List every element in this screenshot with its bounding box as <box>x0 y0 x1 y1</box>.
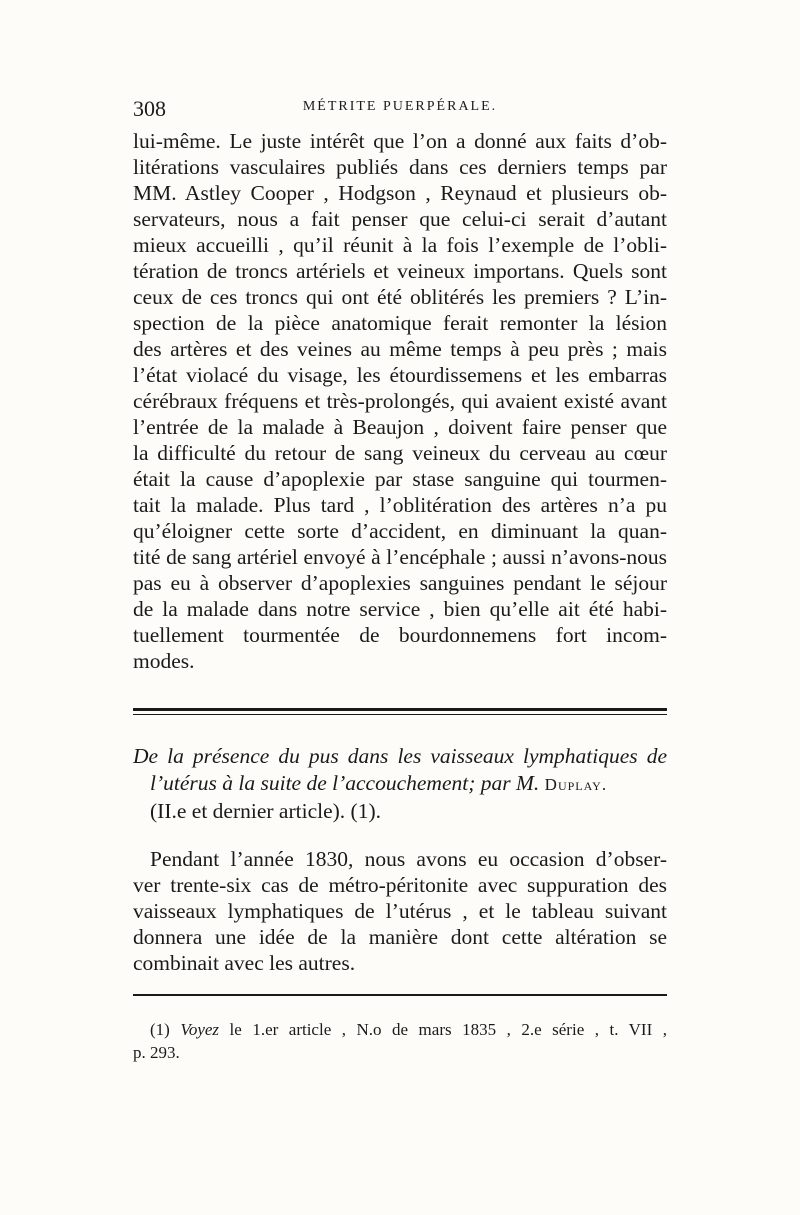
article-title-italic: l’utérus à la suite de l’accouchement; par M. <box>150 771 540 795</box>
text-line: donnera une idée de la manière dont cette altération se <box>133 925 667 949</box>
page-header <box>133 96 667 122</box>
footnote-line: p. 293. <box>133 1043 180 1062</box>
text-line: lui-même. Le juste intérêt que l’on a donné aux faits d’ob- <box>133 129 667 153</box>
section-rule-thick <box>133 708 667 711</box>
running-title: MÉTRITE PUERPÉRALE. <box>302 99 498 114</box>
text-line: vaisseaux lymphatiques de l’utérus , et le tableau suivant <box>133 899 667 923</box>
text-line: tait la malade. Plus tard , l’oblitération des artères n’a pu <box>133 493 667 517</box>
text-line: était la cause d’apoplexie par stase sanguine qui tourmen- <box>133 467 667 491</box>
article-subtitle: (II.e et dernier article). (1). <box>150 799 381 823</box>
text-line: la difficulté du retour de sang veineux du cerveau au cœur <box>133 441 667 465</box>
text-line: mieux accueilli , qu’il réunit à la fois l’exemple de l’obli- <box>133 233 667 257</box>
text-line: litérations vasculaires publiés dans ces derniers temps par <box>133 155 667 179</box>
section-rule-thin <box>133 714 667 715</box>
text-line: servateurs, nous a fait penser que celui-ci serait d’autant <box>133 207 667 231</box>
page-number: 308 <box>133 96 166 121</box>
text-line: tération de troncs artériels et veineux importans. Quels sont <box>133 259 667 283</box>
text-line: spection de la pièce anatomique ferait remonter la lésion <box>133 311 667 335</box>
footnote-text: le 1.er article , N.o de mars 1835 , 2.e série , t. VII , <box>229 1020 667 1039</box>
footnote-rule <box>133 994 667 996</box>
text-line: des artères et des veines au même temps à peu près ; mais <box>133 337 667 361</box>
text-line: de la malade dans notre service , bien qu’elle ait été habi- <box>133 597 667 621</box>
text-line: pas eu à observer d’apoplexies sanguines pendant le séjour <box>133 571 667 595</box>
text-line: ceux de ces troncs qui ont été oblitérés les premiers ? L’in- <box>133 285 667 309</box>
text-line: l’entrée de la malade à Beaujon , doivent faire penser que <box>133 415 667 439</box>
text-line: Pendant l’année 1830, nous avons eu occasion d’obser- <box>150 847 667 871</box>
author-name: Duplay. <box>544 775 608 794</box>
text-line: MM. Astley Cooper , Hodgson , Reynaud et plusieurs ob- <box>133 181 667 205</box>
text-line: tité de sang artériel envoyé à l’encéphale ; aussi n’avons-nous <box>133 545 667 569</box>
text-line: modes. <box>133 649 195 673</box>
article-title-line <box>150 770 607 798</box>
text-line: tuellement tourmentée de bourdonnemens fort incom- <box>133 623 667 647</box>
article-title-line: De la présence du pus dans les vaisseaux lymphatiques de <box>133 744 667 768</box>
footnote-marker: (1) <box>150 1020 170 1039</box>
footnote-italic: Voyez <box>180 1020 220 1039</box>
footnote-line <box>150 1019 667 1041</box>
text-line: qu’éloigner cette sorte d’accident, en diminuant la quan- <box>133 519 667 543</box>
text-line: l’état violacé du visage, les étourdissemens et les embarras <box>133 363 667 387</box>
text-line: cérébraux fréquens et très-prolongés, qui avaient existé avant <box>133 389 667 413</box>
text-line: ver trente-six cas de métro-péritonite avec suppuration des <box>133 873 667 897</box>
text-line: combinait avec les autres. <box>133 951 356 975</box>
